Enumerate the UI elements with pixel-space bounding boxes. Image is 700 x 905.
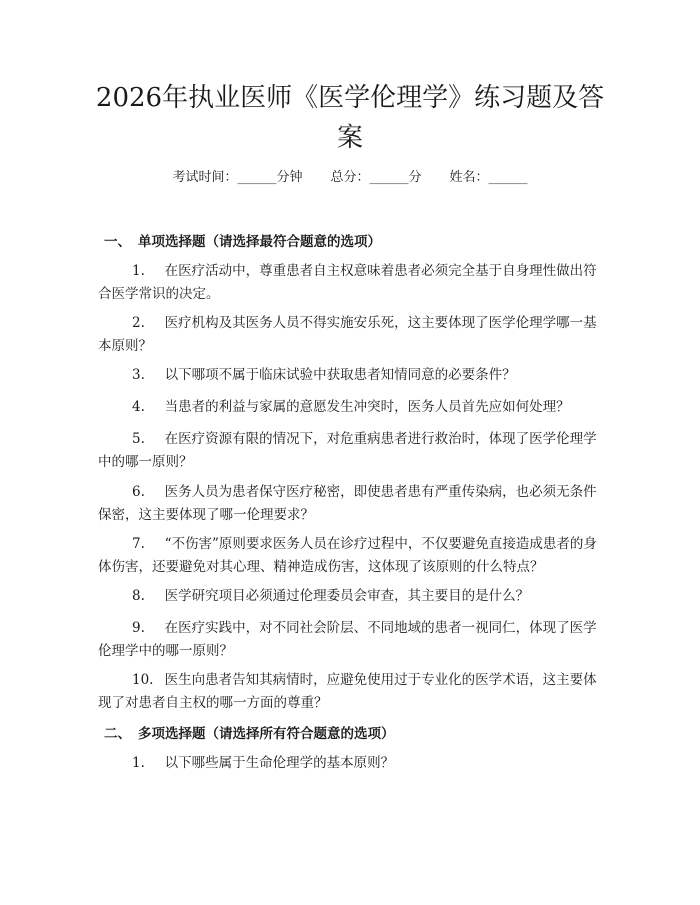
question-number: 3. [132,367,145,383]
section-title: 单项选择题（请选择最符合题意的选项） [138,234,381,250]
section-number: 一、 [104,234,131,250]
question-item [98,585,604,608]
question-number: 1. [132,263,145,279]
page-title: 2026年执业医师《医学伦理学》练习题及答案 [95,83,605,153]
question-text: 当患者的利益与家属的意愿发生冲突时，医务人员首先应如何处理？ [164,399,570,415]
question-text: 医疗机构及其医务人员不得实施安乐死，这主要体现了医学伦理学哪一基本原则？ [98,315,597,354]
question-item [98,364,604,387]
section-heading-single-choice [104,232,624,252]
question-number: 7. [132,536,145,552]
question-number: 4. [132,399,145,415]
question-text: 医务人员为患者保守医疗秘密，即使患者患有严重传染病，也必须无条件保密，这主要体现了哪一伦理要求？ [98,484,597,523]
question-number: 6. [132,484,145,500]
total-score-label: 总分：______分 [330,170,422,185]
question-number: 9. [132,620,145,636]
exam-info-line [0,168,700,188]
question-number: 10. [132,672,154,688]
question-number: 5. [132,431,145,447]
question-text: 以下哪项不属于临床试验中获取患者知情同意的必要条件？ [164,367,516,383]
section-heading-multiple-choice [104,724,624,744]
question-item [98,312,604,358]
question-text: “不伤害”原则要求医务人员在诊疗过程中，不仅要避免直接造成患者的身体伤害，还要避免对其心理、精神造成伤害，这体现了该原则的什么特点？ [98,536,597,575]
question-number: 2. [132,315,145,331]
question-text: 以下哪些属于生命伦理学的基本原则？ [164,755,395,771]
question-item [98,428,604,474]
question-text: 医生向患者告知其病情时，应避免使用过于专业化的医学术语，这主要体现了对患者自主权的哪一方面的尊重？ [98,672,597,711]
question-text: 医学研究项目必须通过伦理委员会审查，其主要目的是什么？ [164,588,530,604]
exam-time-label: 考试时间：______分钟 [172,170,303,185]
question-text: 在医疗实践中，对不同社会阶层、不同地域的患者一视同仁，体现了医学伦理学中的哪一原则？ [98,620,597,659]
question-number: 1. [132,755,145,771]
question-item [98,260,604,306]
question-item [98,617,604,663]
section-title: 多项选择题（请选择所有符合题意的选项） [138,726,395,742]
question-text: 在医疗资源有限的情况下，对危重病患者进行救治时，体现了医学伦理学中的哪一原则？ [98,431,597,470]
question-item [98,396,604,419]
name-label: 姓名：______ [449,170,528,185]
question-text: 在医疗活动中，尊重患者自主权意味着患者必须完全基于自身理性做出符合医学常识的决定。 [98,263,597,302]
question-item [98,752,604,775]
question-item [98,481,604,527]
section-number: 二、 [104,726,131,742]
question-item [98,533,604,579]
question-number: 8. [132,588,145,604]
question-item [98,669,604,715]
